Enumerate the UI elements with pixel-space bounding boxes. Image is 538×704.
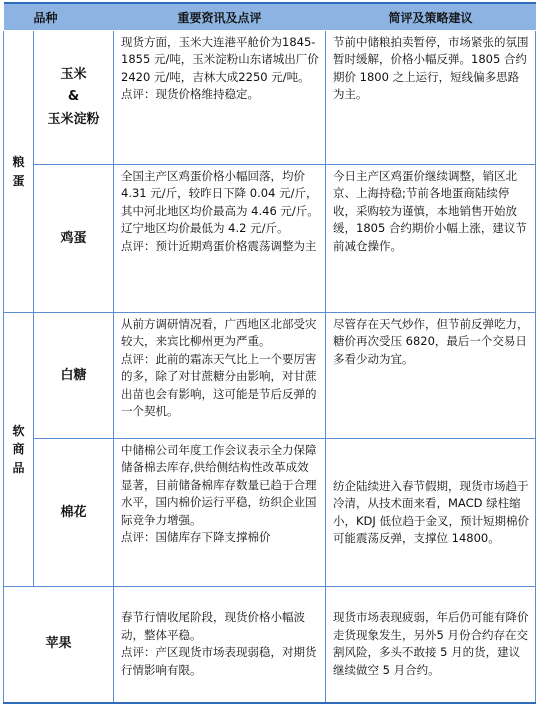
variety-name-line: 玉米淀粉 [47,111,100,127]
variety-corn [34,31,114,165]
comment-text: 点评：国储库存下降支撑棉价 [121,530,271,545]
news-text: 春节行情收尾阶段，现货价格小幅波动，整体平稳。 [121,610,306,642]
header-strategy: 简评及策略建议 [326,3,536,31]
category-char: 蛋 [12,173,25,188]
variety-name-line: 玉米 [60,67,87,83]
strategy-cell-sugar [326,313,536,439]
category-char: 软 [12,423,25,438]
row-egg [4,165,536,313]
news-text: 全国主产区鸡蛋价格小幅回落，均价 4.31 元/斤，较昨日下降 0.04 元/斤，其中河北地区均价最高为 4.46 元/斤。辽宁地区均价最低为 4.2 元/斤。 [121,169,319,236]
category-soft-commodities [4,313,34,587]
strategy-text: 节前中储粮拍卖暂停，市场紧张的氛围暂时缓解，价格小幅反弹。1805 合约期价 1800 之上运行，短线偏多思路为主。 [333,35,529,102]
strategy-text: 今日主产区鸡蛋价继续调整，销区北京、上海持稳;节前各地蛋商陆续停收，采购较为谨慎，本地销售开始放缓，1805 合约期价小幅上涨，建议节前减仓操作。 [333,169,527,253]
variety-apple: 苹果 [4,587,114,703]
news-cell-egg [114,165,326,313]
futures-commentary-table [3,2,536,704]
header-variety: 品种 [4,3,114,31]
category-char: 商 [12,442,25,457]
header-news: 重要资讯及点评 [114,3,326,31]
comment-text: 点评：现货价格维持稳定。 [121,87,260,102]
row-corn [4,31,536,165]
variety-sugar: 白糖 [34,313,114,439]
strategy-cell-egg [326,165,536,313]
news-text: 现货方面，玉米大连港平舱价为1845-1855 元/吨，玉米淀粉山东诸城出厂价 2420 元/吨，吉林大成2250 元/吨。 [121,35,319,84]
news-text: 从前方调研情况看，广西地区北部受灾较大，来宾比柳州更为严重。 [121,317,317,349]
news-cell-apple [114,587,326,703]
variety-egg: 鸡蛋 [34,165,114,313]
news-cell-corn [114,31,326,165]
row-sugar [4,313,536,439]
strategy-text: 纺企陆续进入春节假期，现货市场趋于冷清，从技术面来看，MACD 绿柱缩小，KDJ 低位趋于金叉，预计短期棉价可能震荡反弹，支撑位 14800。 [333,478,529,545]
variety-cotton: 棉花 [34,439,114,587]
news-cell-sugar [114,313,326,439]
strategy-cell-corn [326,31,536,165]
category-grain-eggs [4,31,34,313]
strategy-cell-cotton [326,439,536,587]
strategy-text: 现货市场表现疲弱，年后仍可能有降价走货现象发生，另外5 月份合约存在交割风险，多头不敢接 5 月的货，建议继续做空 5 月合约。 [333,610,529,677]
comment-text: 点评：产区现货市场表现弱稳，对期货行情影响有限。 [121,645,317,677]
variety-name-line: & [67,89,80,105]
table-header-row [4,3,536,31]
strategy-cell-apple [326,587,536,703]
comment-text: 点评：预计近期鸡蛋价格震荡调整为主 [121,238,317,253]
news-text: 中储棉公司年度工作会议表示全力保障储备棉去库存,供给侧结构性改革成效显著，目前储备棉库存数量已趋于合理水平，国内棉价运行平稳，纺织企业国际竞争力增强。 [121,443,317,527]
category-char: 粮 [12,154,25,169]
strategy-text: 尽管存在天气炒作，但节前反弹吃力，糖价再次受压 6820，最后一个交易日多看少动为宜。 [333,317,529,366]
category-char: 品 [12,460,25,475]
comment-text: 点评：此前的霜冻天气比上一个要厉害的多，除了对甘蔗糖分由影响，对甘蔗出苗也会有影响，这可能是节后反弹的一个契机。 [121,351,317,419]
row-cotton [4,439,536,587]
news-cell-cotton [114,439,326,587]
row-apple [4,587,536,703]
